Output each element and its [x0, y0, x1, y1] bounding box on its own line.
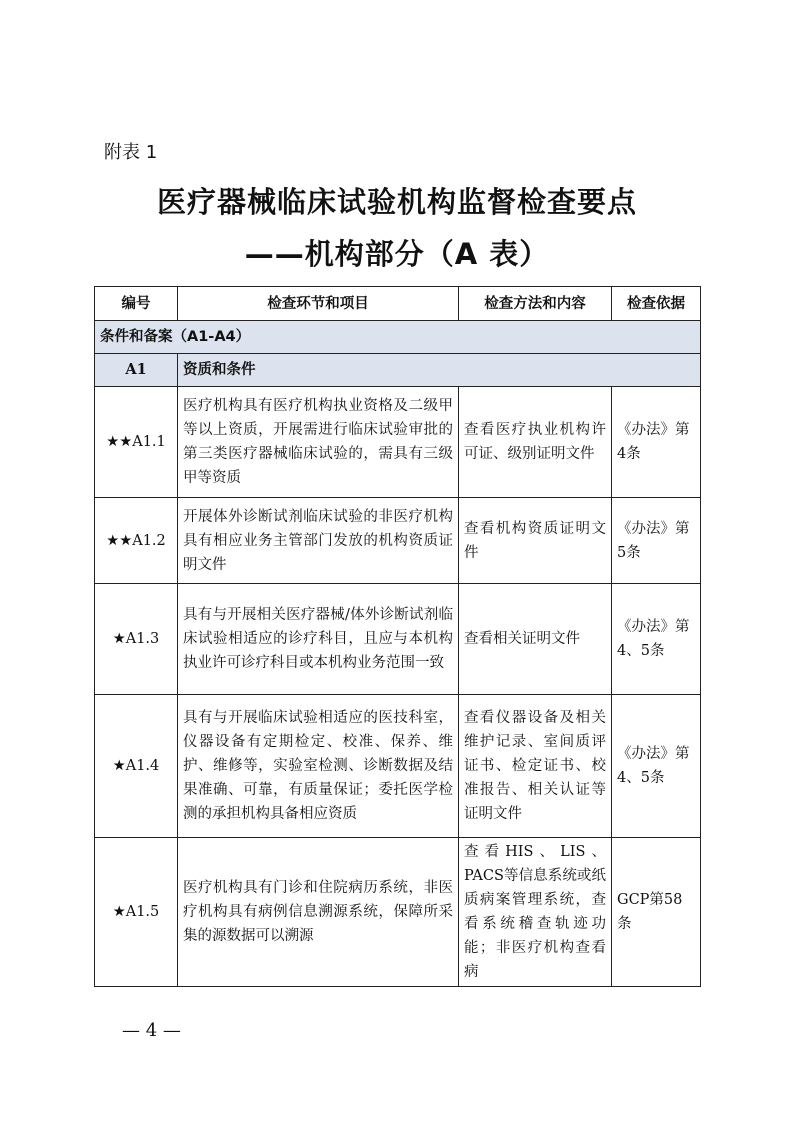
inspection-table — [94, 286, 701, 987]
row-item: 开展体外诊断试剂临床试验的非医疗机构具有相应业务主管部门发放的机构资质证明文件 — [178, 498, 459, 584]
row-method: 查看机构资质证明文件 — [459, 498, 612, 584]
page-number: — 4 — — [122, 1020, 181, 1041]
row-basis: 《办法》第4、5条 — [612, 695, 701, 838]
table-header-row — [95, 287, 701, 321]
header-basis: 检查依据 — [612, 287, 701, 321]
header-item: 检查环节和项目 — [178, 287, 459, 321]
header-code: 编号 — [95, 287, 178, 321]
appendix-label: 附表 1 — [104, 142, 158, 163]
section-label: 条件和备案（A1-A4） — [95, 321, 701, 354]
header-method: 检查方法和内容 — [459, 287, 612, 321]
row-item: 具有与开展相关医疗器械/体外诊断试剂临床试验相适应的诊疗科目，且应与本机构执业许可诊疗科目或本机构业务范围一致 — [178, 584, 459, 695]
table-row — [95, 838, 701, 987]
document-title: 医疗器械临床试验机构监督检查要点 — [156, 185, 637, 219]
row-method: 查看医疗执业机构许可证、级别证明文件 — [459, 387, 612, 498]
row-method: 查看仪器设备及相关维护记录、室间质评证书、检定证书、校准报告、相关认证等证明文件 — [459, 695, 612, 838]
row-code: ★★A1.2 — [95, 498, 178, 584]
row-item: 医疗机构具有门诊和住院病历系统，非医疗机构具有病例信息溯源系统，保障所采集的源数据可以溯源 — [178, 838, 459, 987]
table-row — [95, 584, 701, 695]
row-code: ★A1.4 — [95, 695, 178, 838]
row-code: ★A1.3 — [95, 584, 178, 695]
row-code: ★★A1.1 — [95, 387, 178, 498]
document-subtitle: ——机构部分（A 表） — [244, 237, 550, 271]
subsection-label: 资质和条件 — [178, 354, 701, 387]
row-code: ★A1.5 — [95, 838, 178, 987]
row-item: 具有与开展临床试验相适应的医技科室，仪器设备有定期检定、校准、保养、维护、维修等，实验室检测、诊断数据及结果准确、可靠，有质量保证；委托医学检测的承担机构具备相应资质 — [178, 695, 459, 838]
row-basis: 《办法》第5条 — [612, 498, 701, 584]
row-method: 查看相关证明文件 — [459, 584, 612, 695]
row-basis: GCP第58条 — [612, 838, 701, 987]
table-row — [95, 695, 701, 838]
subsection-code: A1 — [95, 354, 178, 387]
row-basis: 《办法》第4条 — [612, 387, 701, 498]
section-row — [95, 321, 701, 354]
row-method: 查看HIS、LIS、PACS等信息系统或纸质病案管理系统，查看系统稽查轨迹功能；非医疗机构查看病 — [459, 838, 612, 987]
table-row — [95, 387, 701, 498]
row-basis: 《办法》第4、5条 — [612, 584, 701, 695]
table-row — [95, 498, 701, 584]
row-item: 医疗机构具有医疗机构执业资格及二级甲等以上资质，开展需进行临床试验审批的第三类医疗器械临床试验的，需具有三级甲等资质 — [178, 387, 459, 498]
subsection-row — [95, 354, 701, 387]
